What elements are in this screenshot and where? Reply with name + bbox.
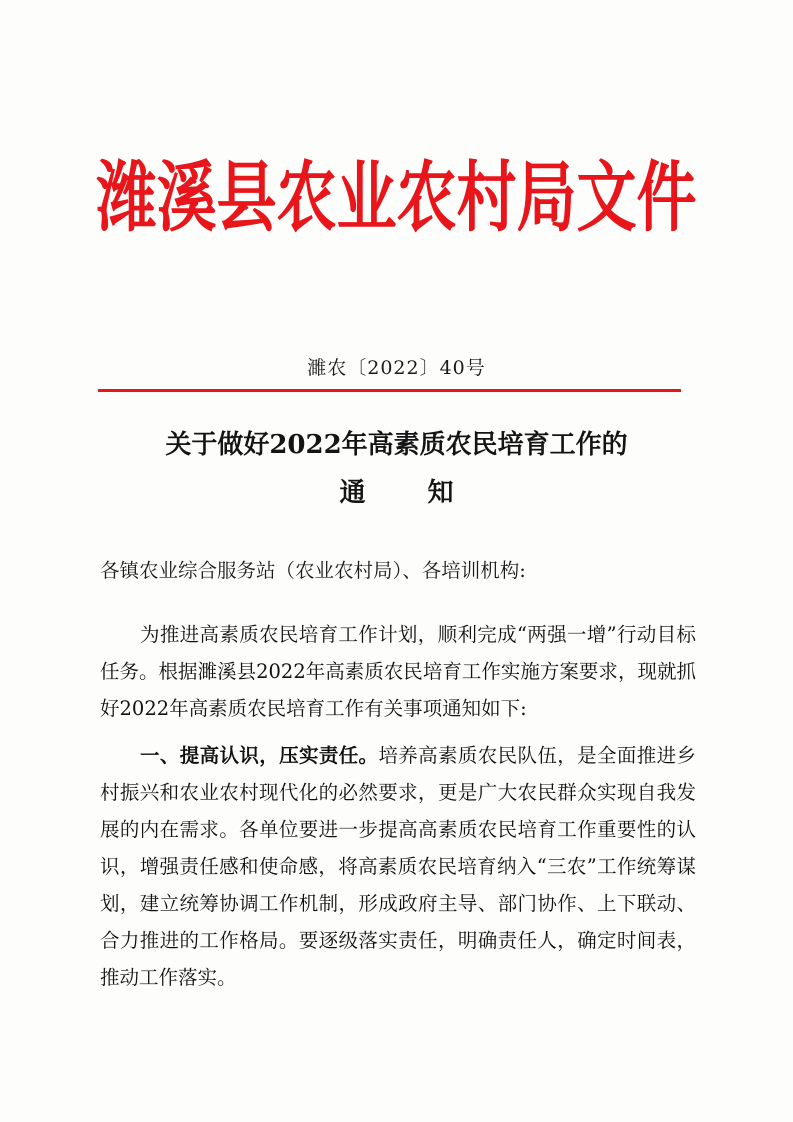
red-separator-line [98,389,681,392]
agency-document-header: 潍溪县农业农村局文件 [96,153,697,244]
salutation: 各镇农业综合服务站（农业农村局）、各培训机构: [100,559,526,582]
body-paragraph-2 [100,737,696,996]
document-title-line-2: 通知 [339,478,516,508]
body-paragraph-1: 为推进高素质农民培育工作计划，顺利完成“两强一增”行动目标任务。根据濉溪县2022年高素质农民培育工作实施方案要求，现就抓好2022年高素质农民培育工作有关事项通知如下: [100,622,696,720]
document-number: 濉农〔2022〕40号 [307,357,486,379]
section-1-heading: 一、提高认识，压实责任。 [140,743,379,767]
section-1-text: 培养高素质农民队伍，是全面推进乡村振兴和农业农村现代化的必然要求，更是广大农民群众实现自我发展的内在需求。各单位要进一步提高高素质农民培育工作重要性的认识，增强责任感和使命感，将高素质农民培育纳入“三农”工作统筹谋划，建立统筹协调工作机制，形成政府主导、部门协作、上下联动、合力推进的工作格局。要逐级落实责任，明确责任人，确定时间表，推动工作落实。 [100,743,696,989]
document-title-line-1: 关于做好2022年高素质农民培育工作的 [165,430,628,460]
